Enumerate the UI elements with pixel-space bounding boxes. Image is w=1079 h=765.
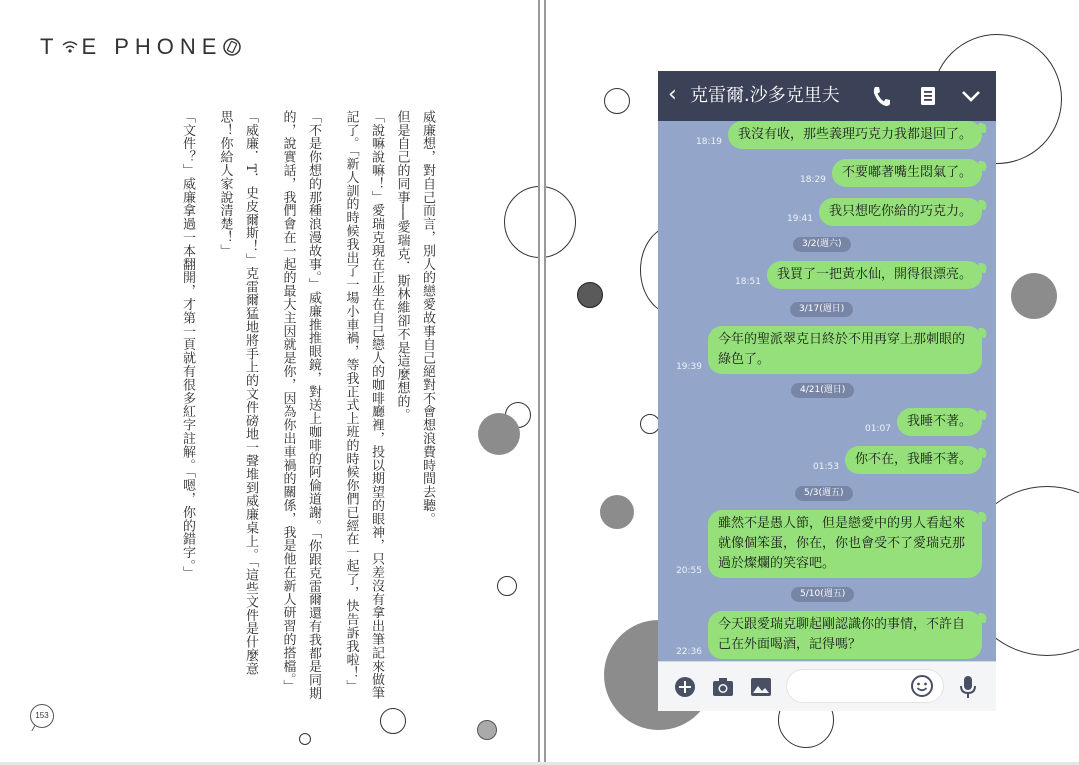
page-divider bbox=[538, 0, 546, 765]
decor-circle bbox=[604, 88, 630, 114]
message-time: 22:36 bbox=[676, 647, 702, 657]
paragraph: 「文件？」威廉拿過一本翻開，才第一頁就有很多紅字註解。「嗯，你的錯字。」 bbox=[180, 110, 195, 580]
message bbox=[676, 510, 982, 578]
message bbox=[813, 446, 982, 474]
paragraph: 「說嘛說嘛！」愛瑞克現在正坐在自己戀人的咖啡廳裡，投以期望的眼神，只差沒有拿出筆記來做筆記了。「新人訓的時候我出了一場小車禍，等我正式上班的時候你們已經在一起了，快告訴我啦！」 bbox=[343, 110, 384, 700]
date-divider: 4/21(週日) bbox=[791, 383, 854, 398]
message-bubble: 雖然不是愚人節，但是戀愛中的男人看起來就像個笨蛋，你在，你也會受不了愛瑞克那過於燦爛的笑容吧。 bbox=[708, 510, 982, 578]
date-divider: 5/3(週五) bbox=[795, 486, 853, 501]
message bbox=[865, 408, 982, 436]
message bbox=[676, 611, 982, 659]
date-divider: 5/10(週五) bbox=[791, 587, 854, 602]
paragraph: 「不是你想的那種浪漫故事。」威廉推推眼鏡，對送上咖啡的阿倫道謝。「你跟克雷爾還有我都是同期的，說實話，我們會在一起的最大主因就是你，因為你出車禍的關係，我是他在新人研習的搭檔。」 bbox=[280, 110, 321, 700]
novel-text bbox=[70, 110, 440, 700]
phone-badge-icon bbox=[222, 37, 242, 57]
message bbox=[735, 261, 982, 289]
camera-icon[interactable] bbox=[712, 676, 734, 698]
message-time: 18:51 bbox=[735, 277, 761, 287]
message-time: 19:39 bbox=[676, 362, 702, 372]
paragraph: 但是自己的同事──愛瑞克．斯林維卻不是這麼想的。 bbox=[394, 110, 410, 422]
message bbox=[676, 326, 982, 374]
message-bubble: 我沒有收，那些義理巧克力我都退回了。 bbox=[728, 121, 982, 149]
paragraph: 「威廉．T．史皮爾斯！」克雷爾猛地將手上的文件磅地一聲堆到威廉桌上。「這些文件是什麼意思！你給人家說清楚！」 bbox=[217, 110, 258, 676]
chat-header bbox=[658, 71, 996, 121]
message-composer bbox=[658, 661, 996, 711]
message bbox=[696, 121, 982, 149]
chat-screen bbox=[658, 71, 996, 711]
date-divider: 3/17(週日) bbox=[790, 302, 853, 317]
paragraph: 威廉想，對自己而言，別人的戀愛故事自己絕對不會想浪費時間去聽。 bbox=[420, 110, 435, 526]
back-arrow-icon[interactable]: ‹ bbox=[668, 82, 677, 107]
message bbox=[800, 159, 982, 187]
decor-circle bbox=[600, 495, 634, 529]
decor-circle bbox=[577, 282, 603, 308]
date-divider: 3/2(週六) bbox=[793, 237, 851, 252]
message-time: 01:53 bbox=[813, 462, 839, 472]
decor-circle bbox=[478, 413, 520, 455]
message-time: 01:07 bbox=[865, 424, 891, 434]
message-bubble: 不要嘟著嘴生悶氣了。 bbox=[832, 159, 982, 187]
notes-icon[interactable] bbox=[918, 83, 938, 109]
decor-circle bbox=[380, 708, 406, 734]
message-bubble: 你不在，我睡不著。 bbox=[845, 446, 982, 474]
message-bubble: 今年的聖派翠克日終於不用再穿上那刺眼的綠色了。 bbox=[708, 326, 982, 374]
phone-call-icon[interactable] bbox=[870, 83, 892, 109]
decor-circle bbox=[299, 733, 311, 745]
message-time: 19:41 bbox=[787, 214, 813, 224]
plus-icon[interactable] bbox=[674, 676, 696, 698]
decor-circle bbox=[640, 414, 660, 434]
message-time: 18:29 bbox=[800, 175, 826, 185]
page-number: 153 bbox=[30, 704, 54, 728]
decor-circle bbox=[497, 576, 517, 596]
microphone-icon[interactable] bbox=[958, 674, 978, 700]
emoji-icon[interactable] bbox=[910, 674, 934, 698]
message-bubble: 我只想吃你給的巧克力。 bbox=[819, 198, 982, 226]
chevron-down-icon[interactable] bbox=[960, 85, 982, 107]
chat-title: 克雷爾.沙多克里夫 bbox=[690, 85, 840, 106]
decor-circle bbox=[477, 720, 497, 740]
message-bubble: 我買了一把黃水仙，開得很漂亮。 bbox=[767, 261, 982, 289]
message-bubble: 我睡不著。 bbox=[897, 408, 982, 436]
decor-circle bbox=[1011, 273, 1057, 319]
message-time: 18:19 bbox=[696, 137, 722, 147]
book-logo: T E PHONE bbox=[40, 34, 242, 60]
image-icon[interactable] bbox=[750, 676, 772, 698]
message-time: 20:55 bbox=[676, 566, 702, 576]
wifi-icon bbox=[61, 38, 79, 56]
message-bubble: 今天跟愛瑞克聊起剛認識你的事情，不許自己在外面喝酒，記得嗎？ bbox=[708, 611, 982, 659]
message-list bbox=[658, 121, 996, 661]
message bbox=[787, 198, 982, 226]
